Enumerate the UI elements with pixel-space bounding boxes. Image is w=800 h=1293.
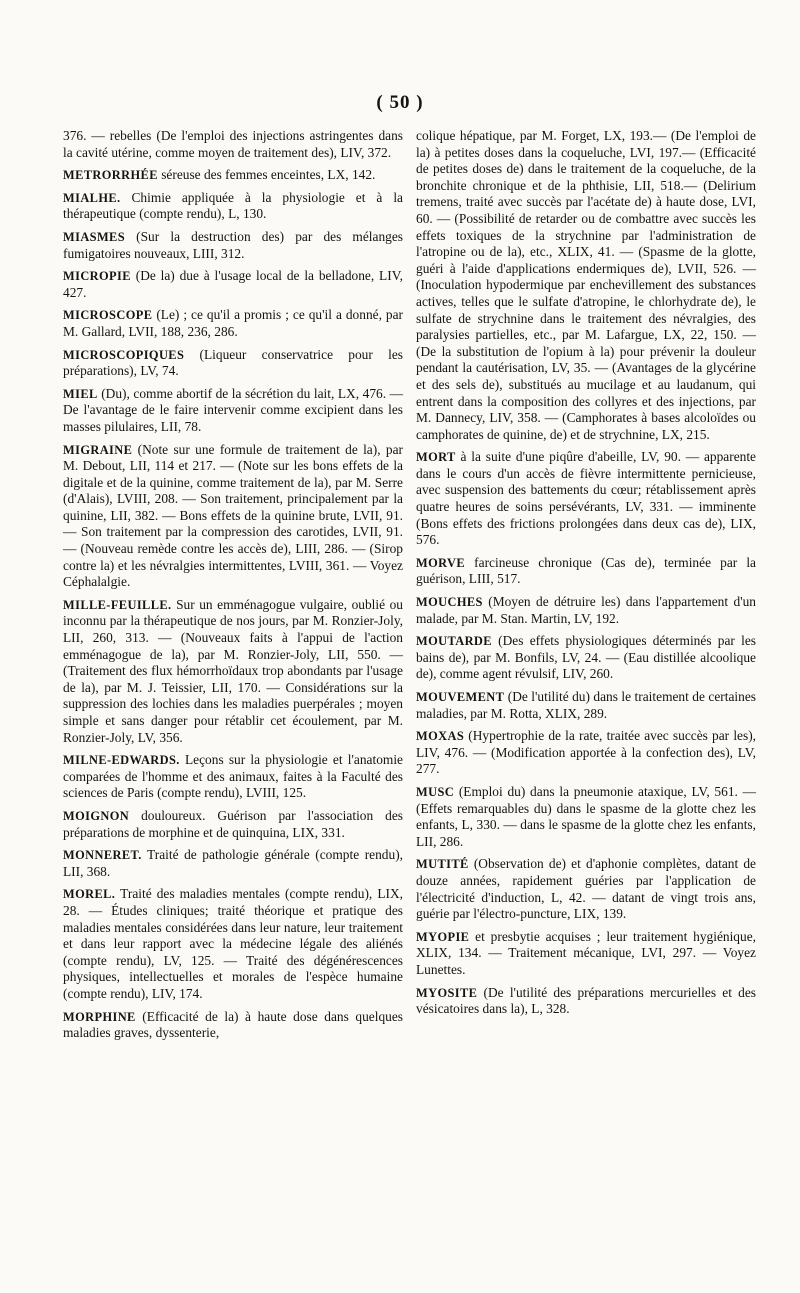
entry-text: (Des effets physiologiques déterminés par les bains de), par M. Bonfils, LV, 24. — (Eau distillée alcoolique de), comme agent révulsif, LIV, 260. [416, 633, 756, 682]
index-entry [63, 886, 403, 1002]
index-entry [63, 347, 403, 380]
index-entry [63, 752, 403, 802]
entry-headword: METRORRHÉE [63, 168, 158, 183]
index-entry [63, 268, 403, 301]
entry-text: (Le) ; ce qu'il a promis ; ce qu'il a donné, par M. Gallard, LVII, 188, 236, 286. [63, 307, 403, 339]
entry-headword: MOXAS [416, 729, 465, 744]
index-entry [63, 386, 403, 436]
entry-headword: MIEL [63, 386, 98, 401]
entry-headword: MIALHE. [63, 190, 121, 205]
index-entry [416, 555, 756, 588]
entry-text: (Sur la destruction des) par des mélanges fumigatoires nouveaux, LIII, 312. [63, 228, 403, 261]
entry-headword: MOUCHES [416, 595, 483, 610]
entry-text: à la suite d'une piqûre d'abeille, LV, 90. — apparente dans le cours d'un accès de fièvre intermittente pernicieuse, avec suspension des battements du cœur; rétablissement après quatre heures de soins persévérants, LV, 331. — imminente (Bons effets des frictions prolongées dans deux cas de), LIX, 576. [416, 449, 756, 548]
index-entry [63, 442, 403, 591]
index-entry [416, 856, 756, 922]
entry-headword: MYOSITE [416, 985, 478, 1000]
index-entry [63, 847, 403, 880]
index-entry [416, 985, 756, 1018]
entry-headword: MOUTARDE [416, 634, 492, 649]
right-column [416, 128, 756, 1024]
index-entry [63, 808, 403, 841]
left-column [63, 128, 403, 1048]
entry-text: (Du), comme abortif de la sécrétion du lait, LX, 476. — De l'avantage de le faire intervenir comme excipient dans les masses pilulaires, LII, 78. [63, 385, 403, 434]
index-entry [416, 929, 756, 979]
entry-text: 376. — rebelles (De l'emploi des injections astringentes dans la cavité utérine, comme moyen de traitement des), LIV, 372. [63, 128, 403, 160]
entry-headword: MICROSCOPE [63, 308, 153, 323]
index-entry [416, 633, 756, 683]
entry-headword: MONNERET. [63, 848, 142, 863]
entry-text: Sur un emménagogue vulgaire, oublié ou inconnu par la thérapeutique de nos jours, par M. Ronzier-Joly, LII, 260, 313. — (Nouveaux faits à l'appui de l'action emménagogue de la), par M. Ronzier-Joly, LII, 550. — (Traitement des flux hémorrhoïdaux trop abondants par l'usage de la), par M. J. Teissier, LII, 170. — Considérations sur la suppression des lochies dans les maladies puerpérales ; moyen simple et sans danger pour rétablir cet écoulement, par M. Ronzier-Joly, LV, 356. [63, 596, 403, 745]
entry-text: Traité des maladies mentales (compte rendu), LIX, 28. — Études cliniques; traité théorique et pratique des maladies mentales considérées dans leur nature, leur traitement et dans leur rapport avec la médecine légale des aliénés (compte rendu), LV, 125. — Traité des dégénérescences physiques, intellectuelles et morales de l'espèce humaine (compte rendu), LIV, 174. [63, 886, 403, 1001]
entry-headword: MICROSCOPIQUES [63, 347, 185, 362]
entry-text: séreuse des femmes enceintes, LX, 142. [157, 167, 376, 183]
entry-headword: MILLE-FEUILLE. [63, 597, 172, 612]
index-entry [416, 784, 756, 850]
entry-headword: MILNE-EDWARDS. [63, 753, 180, 768]
entry-text: Traité de pathologie générale (compte rendu), LII, 368. [63, 847, 403, 879]
index-entry [63, 307, 403, 340]
index-entry [63, 597, 403, 746]
entry-text: et presbytie acquises ; leur traitement hygiénique, XLIX, 134. — Traitement mécanique, LVI, 297. — Voyez Lunettes. [416, 928, 756, 977]
entry-headword: MICROPIE [63, 269, 131, 284]
entry-text: Leçons sur la physiologie et l'anatomie comparées de l'homme et des animaux, faites à la Faculté des sciences de Paris (compte rendu), LVIII, 125. [63, 752, 403, 801]
index-entry [416, 594, 756, 627]
entry-text: (Moyen de détruire les) dans l'appartement d'un malade, par M. Stan. Martin, LV, 192. [416, 594, 756, 626]
entry-headword: MIASMES [63, 229, 126, 244]
entry-headword: MORPHINE [63, 1009, 136, 1024]
entry-text: (Liqueur conservatrice pour les préparations), LV, 74. [63, 346, 403, 379]
entry-text: (Hypertrophie de la rate, traitée avec succès par les), LIV, 476. — (Modification apportée à la confection des), LV, 277. [416, 728, 756, 777]
entry-text: (Emploi du) dans la pneumonie ataxique, LV, 561. — (Effets remarquables du) dans le spasme de la glotte chez les enfants, L, 330. — dans le spasme de la glotte chez les enfants, LII, 286. [416, 783, 756, 849]
index-entry [416, 128, 756, 443]
entry-headword: MIGRAINE [63, 442, 133, 457]
index-entry [416, 689, 756, 722]
entry-text: (De l'utilité des préparations mercurielles et des vésicatoires dans la), L, 328. [416, 984, 756, 1017]
entry-text: farcineuse chronique (Cas de), terminée par la guérison, LIII, 517. [416, 554, 756, 587]
entry-text: (Observation de) et d'aphonie complètes, datant de douze années, rapidement guéries par l'application de l'électricité d'induction, L, 42. — datant de vingt trois ans, guérie par l'électro-puncture, LIX, 139. [416, 856, 756, 922]
index-entry [63, 229, 403, 262]
entry-headword: MUTITÉ [416, 857, 469, 872]
page-number: ( 50 ) [376, 92, 424, 113]
entry-text: (Note sur une formule de traitement de la), par M. Debout, LII, 114 et 217. — (Note sur les bons effets de la digitale et de la quinine, comme traitement de la), par M. Serre (d'Alais), LVIII, 208. — Son traitement, principalement par la quinine, LII, 382. — Bons effets de la quinine brute, LVII, 91. — Son traitement par la compression des carotides, LVII, 91.— (Nouveau remède contre les accès de), LIII, 286. — (Sirop contre la) et les névralgies intermittentes, LVIII, 361. — Voyez Céphalalgie. [63, 441, 403, 590]
entry-text: colique hépatique, par M. Forget, LX, 193.— (De l'emploi de la) à petites doses dans la coqueluche, LVI, 197.— (Efficacité de petites doses de) dans le traitement de la coqueluche, de la bronchite chronique et de la phthisie, LII, 518.— (Delirium tremens, traité avec succès par l'acétate de) à haute dose, LVI, 60. — (Possibilité de retarder ou de combattre avec succès les effets toxiques de la strychnine par l'administration de l'atropine ou de la), etc., XLIX, 41. — (Spasme de la glotte, guéri à l'aide d'applications endermiques de), LVII, 526. — (Inoculation hypodermique par enchevillement des substances actives, telles que le sulfate d'atropine, le chlorhydrate de), le sulfate de strychnine dans le traitement des névralgies, des paralysies partielles, etc., par M. Lafargue, LX, 22, 150. — (De la substitution de l'opium à la) pour prévenir la douleur pendant la cautérisation, LV, 35. — (Avantages de la glycérine et des sels de), substitués au mucilage et au laudanum, qui entrent dans la composition des collyres et des injections, par M. Dannecy, LIV, 358. — (Camphorates à bases alcoloïdes ou camphorates de quinine, de) et de strychnine, LX, 215. [416, 128, 756, 442]
entry-headword: MORT [416, 450, 456, 465]
entry-headword: MOIGNON [63, 808, 130, 823]
index-entry [63, 128, 403, 161]
index-entry [63, 1009, 403, 1042]
entry-text: (De l'utilité du) dans le traitement de certaines maladies, par M. Rotta, XLIX, 289. [416, 689, 756, 721]
index-entry [416, 728, 756, 778]
entry-headword: MORVE [416, 555, 466, 570]
entry-headword: MUSC [416, 784, 455, 799]
index-entry [63, 167, 403, 184]
entry-headword: MOREL. [63, 887, 116, 902]
index-entry [63, 190, 403, 223]
entry-headword: MYOPIE [416, 929, 470, 944]
entry-headword: MOUVEMENT [416, 690, 505, 704]
entry-text: Chimie appliquée à la physiologie et à la thérapeutique (compte rendu), L, 130. [63, 189, 403, 222]
entry-text: douloureux. Guérison par l'association des préparations de morphine et de quinquina, LIX, 331. [63, 807, 403, 840]
entry-text: (Efficacité de la) à haute dose dans quelques maladies graves, dyssenterie, [63, 1008, 403, 1041]
index-entry [416, 449, 756, 549]
entry-text: (De la) due à l'usage local de la belladone, LIV, 427. [63, 268, 403, 300]
